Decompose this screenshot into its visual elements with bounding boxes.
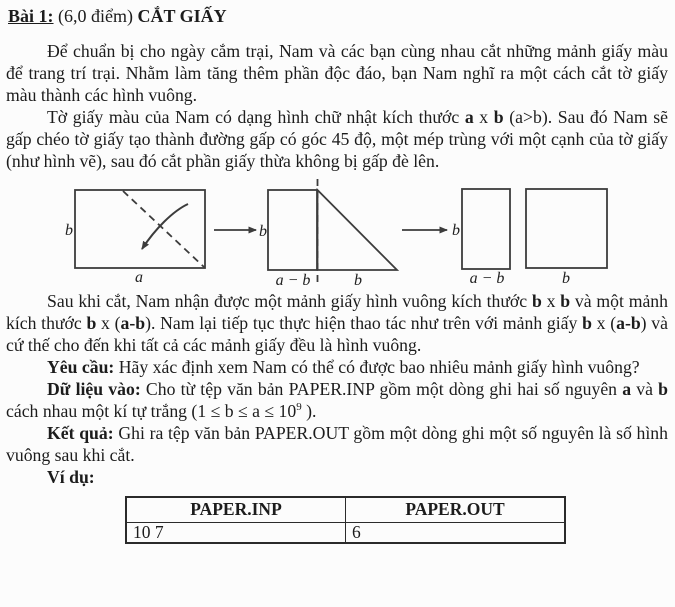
label-side-b: b	[65, 222, 73, 239]
problem-number: Bài 1:	[8, 6, 54, 26]
result-square	[526, 189, 607, 268]
step1-paper-group	[65, 190, 205, 286]
problem-title	[8, 5, 668, 27]
step3-result-group	[452, 189, 607, 287]
label-side-b: b	[452, 222, 460, 239]
folded-triangle	[318, 190, 398, 270]
example-table	[125, 496, 566, 544]
paragraph-after-cut: Sau khi cắt, Nam nhận được một mảnh giấy hình vuông kích thước b x b và một mảnh kích thước b x (a-b). Nam lại tiếp tục thực hiện thao tác như trên với mảnh giấy b x (a-b) và cứ thế cho đến khi tất cả các mảnh giấy đều là hình vuông.	[6, 291, 668, 355]
paragraph-requirement: Yêu cầu: Hãy xác định xem Nam có thể có được bao nhiêu mảnh giấy hình vuông?	[47, 357, 640, 377]
fold-line-dashed	[123, 191, 204, 267]
fold-direction-arrow	[142, 204, 188, 249]
example-table-header-input: PAPER.INP	[126, 497, 346, 523]
paragraph-fold-description: Tờ giấy màu của Nam có dạng hình chữ nhật kích thước a x b (a>b). Sau đó Nam sẽ gấp chéo tờ giấy tạo thành đường gấp có góc 45 độ, một mép trùng với một cạnh của tờ giấy (như hình vẽ), sau đó cắt phần giấy thừa không bị gấp đè lên.	[6, 107, 668, 171]
example-table-header-row	[126, 497, 565, 523]
problem-name: CẮT GIẤY	[137, 6, 227, 26]
label-side-b: b	[259, 223, 267, 240]
example-output-value: 6	[346, 523, 566, 544]
label-rect-bottom-a-minus-b: a − b	[275, 272, 311, 289]
example-input-value: 10 7	[126, 523, 346, 544]
example-table-header-output: PAPER.OUT	[346, 497, 566, 523]
paragraph-intro: Để chuẩn bị cho ngày cắm trại, Nam và các bạn cùng nhau cắt những mảnh giấy màu để trang trí trại. Nhằm làm tăng thêm phần độc đáo, bạn Nam nghĩ ra một cách cắt tờ giấy màu thành các hình vuông.	[6, 41, 668, 105]
remaining-rectangle	[268, 190, 317, 270]
problem-points: (6,0 điểm)	[58, 6, 133, 26]
paragraph-input-spec: Dữ liệu vào: Cho từ tệp văn bản PAPER.INP gồm một dòng ghi hai số nguyên a và b cách nhau một kí tự trắng ($1 \le b \le a \le 10^9$ ).	[6, 379, 668, 421]
step2-folded-group	[259, 179, 397, 289]
result-rectangle	[462, 189, 510, 269]
table-row	[126, 523, 565, 544]
label-rect-bottom-a-minus-b: a − b	[469, 270, 505, 287]
paper-rectangle	[75, 190, 205, 268]
paragraph-output-spec: Kết quả: Ghi ra tệp văn bản PAPER.OUT gồm một dòng ghi một số nguyên là số hình vuông sau khi cắt.	[6, 423, 668, 465]
label-bottom-a: a	[135, 269, 143, 286]
label-triangle-bottom-b: b	[354, 272, 362, 289]
label-square-bottom-b: b	[562, 270, 570, 287]
fold-diagram	[6, 178, 668, 290]
paragraph-example-label: Ví dụ:	[47, 467, 95, 487]
